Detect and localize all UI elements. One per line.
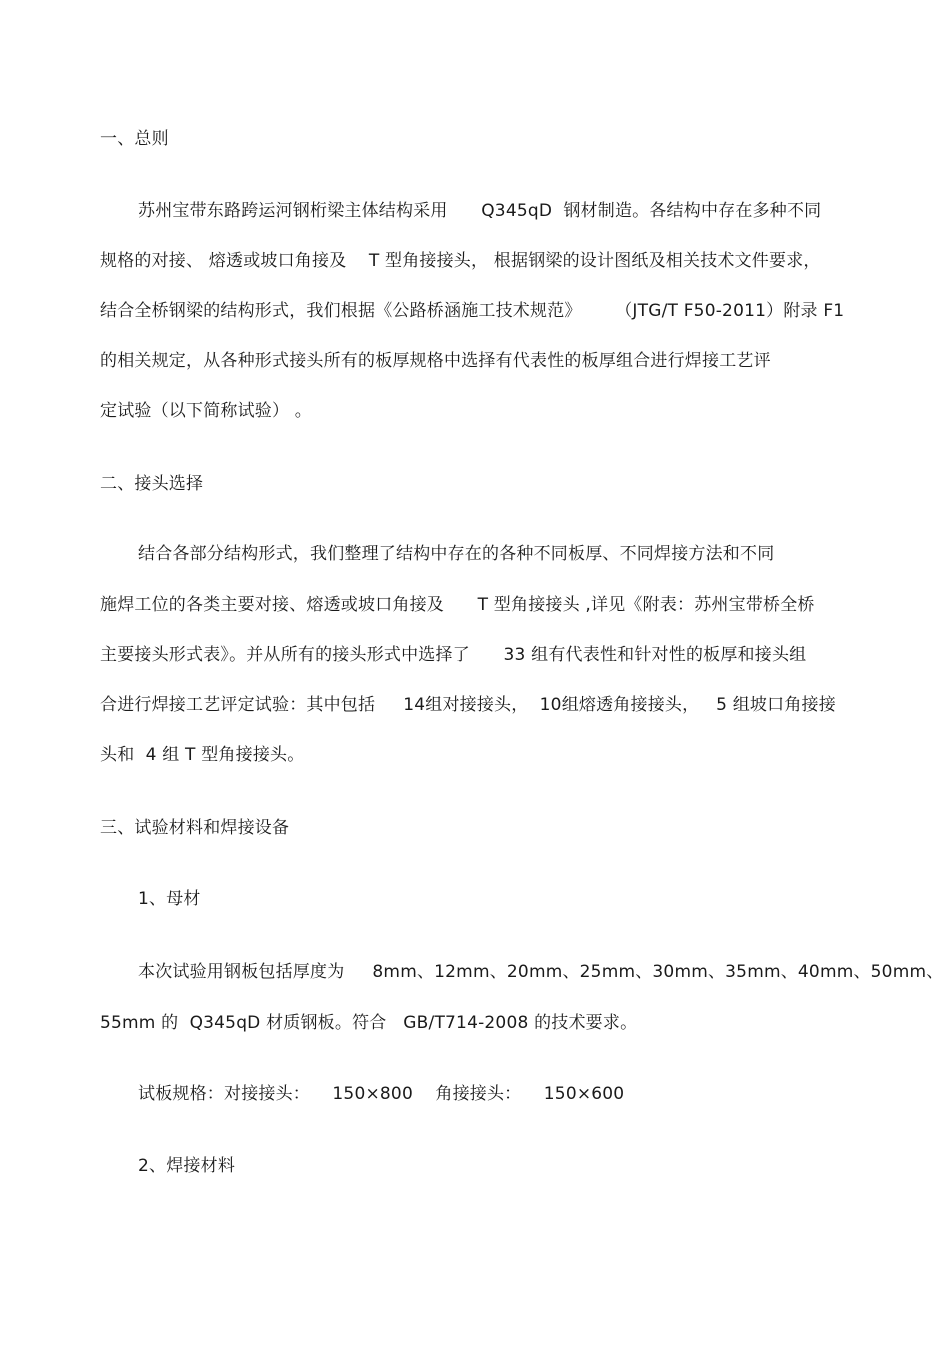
paragraph-line: 的相关规定，从各种形式接头所有的板厚规格中选择有代表性的板厚组合进行焊接工艺评: [100, 351, 771, 371]
section-heading-joint-selection: 二、接头选择: [100, 474, 204, 494]
section-heading-materials: 三、试验材料和焊接设备: [100, 818, 290, 838]
paragraph-line: 结合全桥钢梁的结构形式，我们根据《公路桥涵施工技术规范》 （JTG/T F50-2011）附录 F1: [100, 301, 845, 321]
specimen-spec-line: 试板规格：对接接头： 150×800 角接接头： 150×600: [138, 1084, 625, 1104]
paragraph-line: 结合各部分结构形式，我们整理了结构中存在的各种不同板厚、不同焊接方法和不同: [138, 544, 775, 564]
section-heading-general: 一、总则: [100, 129, 169, 149]
paragraph-line: 规格的对接、 熔透或坡口角接及 T 型角接接头， 根据钢梁的设计图纸及相关技术文件要求，: [100, 251, 821, 271]
paragraph-line: 合进行焊接工艺评定试验：其中包括 14组对接接头， 10组熔透角接接头， 5 组坡口角接接: [100, 695, 836, 715]
paragraph-line: 定试验（以下简称试验） 。: [100, 401, 313, 421]
paragraph-line: 头和 4 组 T 型角接接头。: [100, 745, 305, 765]
paragraph-line: 主要接头形式表》。并从所有的接头形式中选择了 33 组有代表性和针对性的板厚和接头组: [100, 645, 807, 665]
subsection-heading-welding-materials: 2、焊接材料: [138, 1156, 236, 1176]
paragraph-line: 苏州宝带东路跨运河钢桁梁主体结构采用 Q345qD 钢材制造。各结构中存在多种不同: [138, 201, 822, 221]
paragraph-line: 本次试验用钢板包括厚度为 8mm、12mm、20mm、25mm、30mm、35mm、40mm、50mm、: [138, 962, 944, 982]
subsection-heading-base-metal: 1、母材: [138, 889, 201, 909]
paragraph-line: 施焊工位的各类主要对接、熔透或坡口角接及 T 型角接接头 ,详见《附表：苏州宝带桥全桥: [100, 595, 815, 615]
paragraph-line: 55mm 的 Q345qD 材质钢板。符合 GB/T714-2008 的技术要求。: [100, 1013, 638, 1033]
